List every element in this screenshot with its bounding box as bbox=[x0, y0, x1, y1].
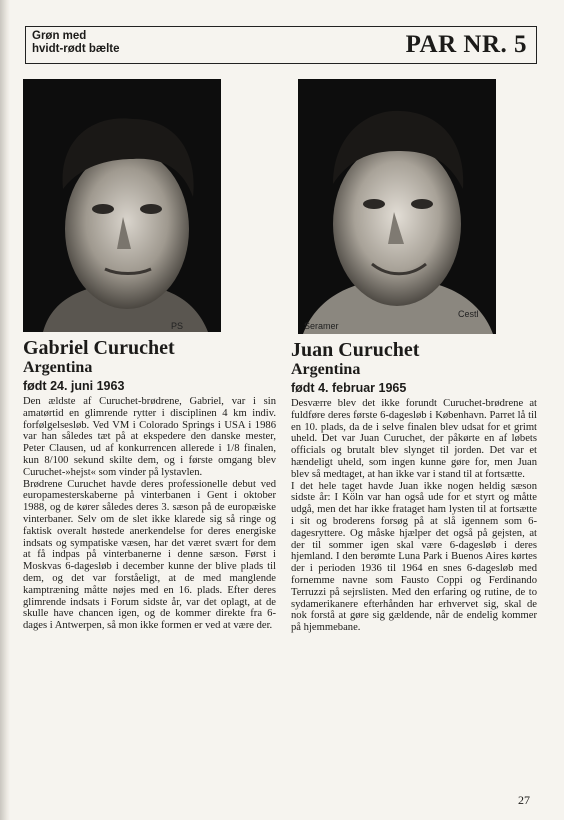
jersey-line-1: Grøn med bbox=[32, 30, 87, 42]
rider-biography bbox=[291, 398, 537, 634]
photo-gabriel-curuchet bbox=[23, 79, 221, 332]
rider-country: Argentina bbox=[291, 361, 361, 378]
biography-paragraph: I det hele taget havde Juan ikke nogen heldig sæson sidste år: I Köln var han også ude for et styrt og måtte udgå, men det har ikke frataget ham lysten til at fortsætte i sit og broderens forsøg på at slå igennem som 6-dagesryttere. Og måske hjælper det også på gejsten, at der til sommer igen skal være 6-dagesløb i deres hjemland. I den berømte Luna Park i Buenos Aires kørtes der i perioden 1936 til 1964 en snes 6-dagesløb med fornemme navne som Fausto Coppi og Ferdinando Terruzzi på sejrslisten. Med den erfaring og rutine, de to sydamerikanere efterhånden har erhvervet sig, skal de nok forstå at gøre sig gældende, når de endelig kommer på hjemmebane. bbox=[291, 480, 537, 634]
rider-column-juan bbox=[291, 340, 537, 634]
biography-paragraph: Brødrene Curuchet havde deres professionelle debut ved europamesterskaberne på vinterbanen i Gent i oktober 1988, og de kører således deres 3. sæson på de europæiske vinterbaner. Selv om de slet ikke klarede sig så ringe og faktisk overalt høstede anerkendelse for deres energiske indsats og sympatiske væsen, har det været svært for dem at få indpas på vinterbanerne i denne sæson. Først i Moskvas 6-dagesløb i december kunne der blive plads til dem, og det var forståeligt, at de med manglende kamptræning måtte nøjes med en 16. plads. Efter deres glimrende indsats i Forum sidste år, var det oplagt, at de skulle have chancen igen, og de kommer direkte fra 6-dages i Antwerpen, så mon ikke formen er ved at være der. bbox=[23, 478, 276, 632]
rider-birthdate: født 4. februar 1965 bbox=[291, 381, 407, 395]
rider-country: Argentina bbox=[23, 359, 93, 376]
rider-column-gabriel bbox=[23, 338, 276, 632]
shirt-mark-juan-left: Seramer bbox=[304, 321, 339, 331]
rider-name: Gabriel Curuchet bbox=[23, 337, 175, 359]
shirt-mark-juan-right: Cestl bbox=[458, 309, 479, 319]
rider-biography bbox=[23, 396, 276, 632]
page-edge-shadow bbox=[0, 0, 10, 820]
jersey-description bbox=[32, 30, 120, 56]
pair-title: PAR NR. 5 bbox=[405, 31, 527, 58]
rider-name: Juan Curuchet bbox=[291, 339, 420, 361]
jersey-line-2: hvidt-rødt bælte bbox=[32, 43, 120, 55]
biography-paragraph: Den ældste af Curuchet-brødrene, Gabriel, var i sin amatørtid en glimrende rytter i disciplinen 4 km indiv. forfølgelsesløb. Ved VM i Colorado Springs i USA i 1986 var han således tæt på at ekspedere den danske mester, Peter Clausen, ud af konkurrencen allerede i 1/8 finalen, kun 8/100 sekund skilte dem, og i første omgang blev Curuchet-»hejst« som vinder på lystavlen. bbox=[23, 396, 276, 478]
rider-birthdate: født 24. juni 1963 bbox=[23, 379, 125, 393]
header-box bbox=[25, 26, 537, 64]
photo-juan-curuchet bbox=[298, 79, 496, 334]
page-number: 27 bbox=[518, 793, 530, 807]
shirt-mark-gabriel: PS bbox=[171, 321, 184, 331]
biography-paragraph: Desværre blev det ikke forundt Curuchet-brødrene at fuldføre deres første 6-dagesløb i København. Parret lå til en 10. plads, da de i selve finalen blev udsat for et grimt uheld. Det var Juan Curuchet, der påkørte en af løbets officials og brutalt blev slynget til jorden. Det var et hændeligt uheld, som ingen kunne gøre for, men Juan blev så medtaget, at han ikke var i stand til at fortsætte. bbox=[291, 398, 537, 480]
